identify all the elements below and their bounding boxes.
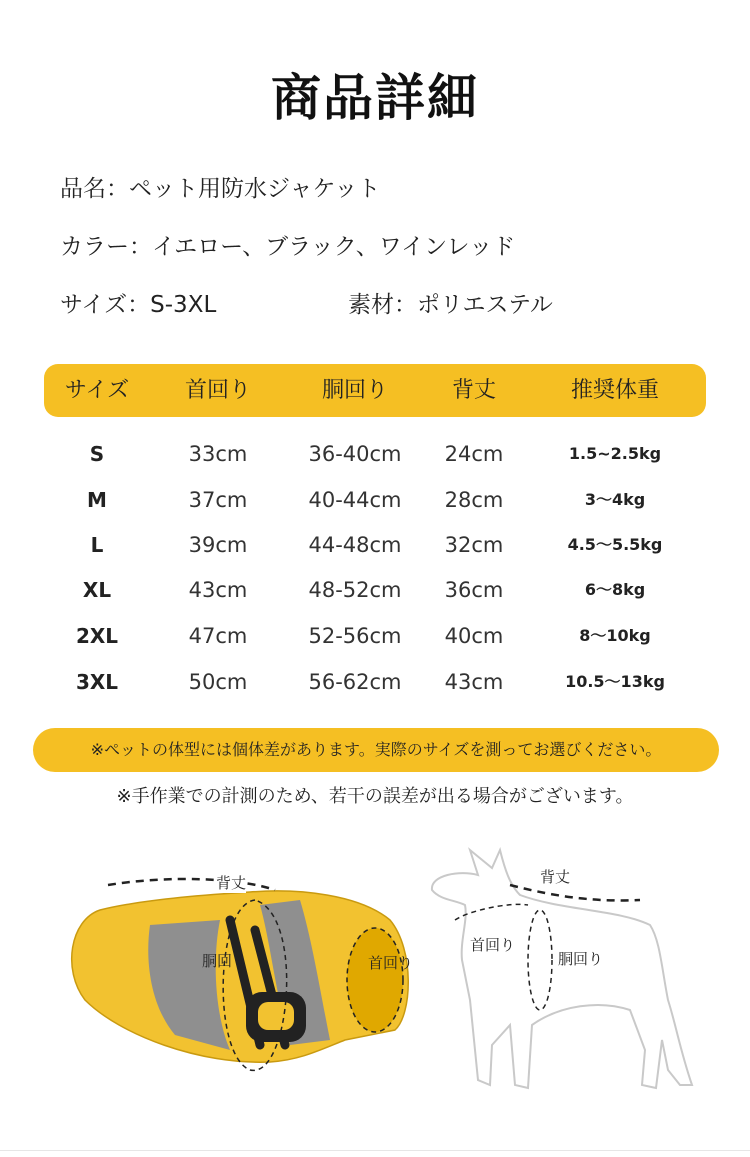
table-row [0,434,750,474]
jacket-neck-label: 首回り [368,954,414,972]
table-row [0,616,750,656]
measurement-diagram [0,830,750,1130]
cell-weight: 4.5～5.5kg [567,535,663,554]
cell-weight: 10.5～13kg [565,672,665,691]
cell-size: XL [82,578,112,602]
dog-back-label: 背丈 [540,868,571,886]
cell-weight: 1.5~2.5kg [568,444,662,463]
individual-difference-note: ※ペットの体型には個体差があります。実際のサイズを測ってお選びください。 [33,728,719,772]
table-row [0,525,750,565]
table-row [0,662,750,702]
cell-back: 40cm [444,624,504,648]
table-row [0,570,750,610]
cell-back: 36cm [444,578,504,602]
measurement-illustration [0,830,750,1130]
cell-size: S [89,442,105,466]
cell-size: M [87,488,107,512]
cell-size: 3XL [75,670,119,694]
cell-back: 32cm [444,533,504,557]
table-row [0,480,750,520]
header-neck: 首回り [184,378,251,403]
cell-back: 24cm [444,442,504,466]
cell-chest: 56-62cm [308,670,402,694]
cell-back: 28cm [444,488,504,512]
cell-chest: 44-48cm [308,533,402,557]
cell-size: 2XL [75,624,119,648]
cell-chest: 52-56cm [308,624,402,648]
bottom-divider [0,1150,750,1151]
header-weight: 推奨体重 [570,378,659,403]
header-back: 背丈 [451,378,496,403]
cell-neck: 47cm [188,624,248,648]
cell-back: 43cm [444,670,504,694]
product-name: 品名：ペット用防水ジャケット [60,176,381,202]
product-sizes: サイズ：S-3XL [60,292,217,318]
cell-weight: 3～4kg [584,490,646,509]
product-material: 素材：ポリエステル [348,292,553,318]
cell-neck: 43cm [188,578,248,602]
cell-neck: 50cm [188,670,248,694]
size-table-header [44,364,706,417]
cell-neck: 37cm [188,488,248,512]
cell-weight: 6～8kg [584,580,646,599]
cell-chest: 48-52cm [308,578,402,602]
cell-neck: 33cm [188,442,248,466]
cell-size: L [90,533,104,557]
product-colors: カラー：イエロー、ブラック、ワインレッド [60,234,516,260]
jacket-illustration [72,879,409,1070]
dog-neck-label: 首回り [470,936,516,954]
measurement-error-note: ※手作業での計測のため、若干の誤差が出る場合がございます。 [116,786,634,807]
header-chest: 胴回り [321,378,388,403]
cell-chest: 40-44cm [308,488,402,512]
cell-weight: 8～10kg [579,626,651,645]
cell-chest: 36-40cm [308,442,402,466]
header-size: サイズ [64,378,130,403]
page-title: 商品詳細 [271,69,479,127]
cell-neck: 39cm [188,533,248,557]
jacket-chest-label: 胴回り [202,952,248,970]
dog-chest-label: 胴回り [558,950,604,968]
jacket-back-label: 背丈 [216,874,247,892]
